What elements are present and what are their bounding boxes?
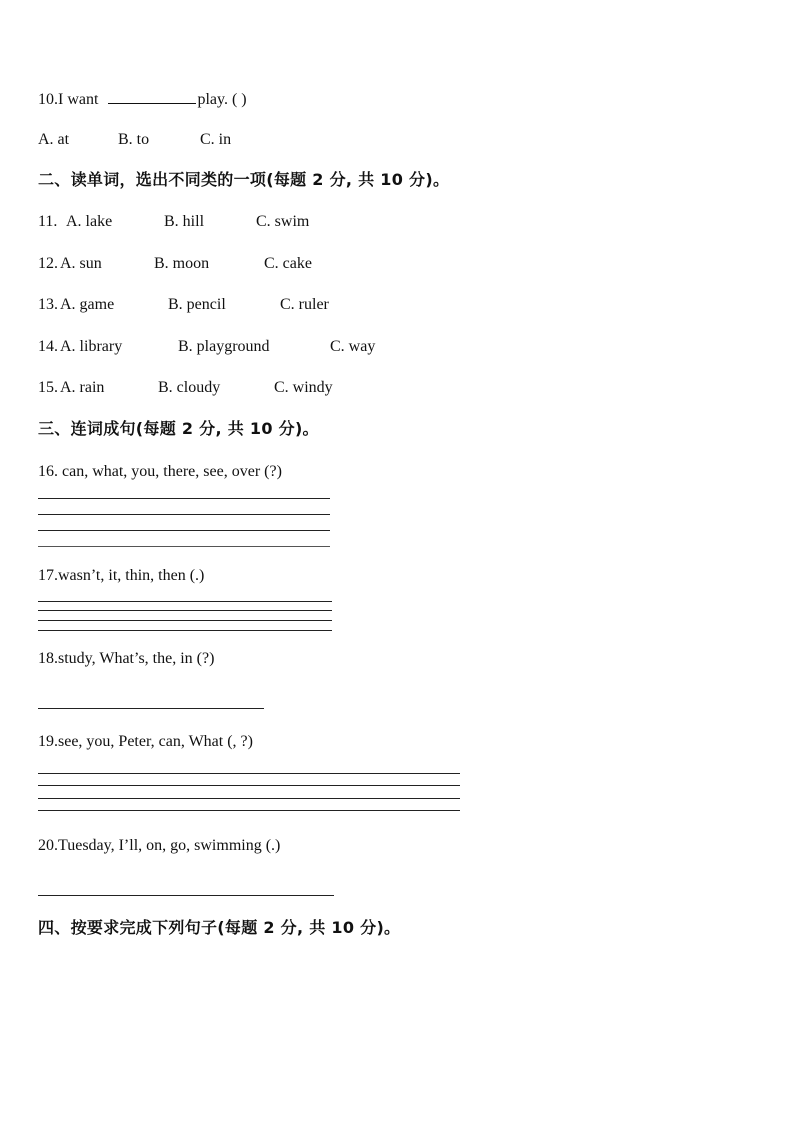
option-c[interactable]: C. way xyxy=(330,338,376,355)
question-number: 17. xyxy=(38,567,58,584)
answer-line[interactable] xyxy=(38,530,330,531)
question-number: 20. xyxy=(38,837,58,854)
answer-blank[interactable] xyxy=(108,88,196,104)
answer-line[interactable] xyxy=(38,895,334,896)
option-a[interactable]: A. lake xyxy=(66,213,113,230)
question-number: 13. xyxy=(38,296,58,313)
option-a[interactable]: A. library xyxy=(60,338,123,355)
option-b[interactable]: B. to xyxy=(118,131,150,148)
question-text: can, what, you, there, see, over (?) xyxy=(58,463,282,480)
section-2-heading: 二、读单词，选出不同类的一项(每题 2 分, 共 10 分)。 xyxy=(38,170,450,189)
option-b[interactable]: B. moon xyxy=(154,255,210,272)
question-10 xyxy=(38,88,247,108)
option-c[interactable]: C. windy xyxy=(274,379,333,396)
option-c[interactable]: C. swim xyxy=(256,213,310,230)
question-text: see, you, Peter, can, What (, ?) xyxy=(58,733,253,750)
question-number: 18. xyxy=(38,650,58,667)
section-3-heading: 三、连词成句(每题 2 分, 共 10 分)。 xyxy=(38,419,319,438)
answer-line[interactable] xyxy=(38,620,332,621)
question-text: wasn’t, it, thin, then (.) xyxy=(58,567,205,584)
question-number: 11. xyxy=(38,213,58,230)
question-number: 19. xyxy=(38,733,58,750)
option-b[interactable]: B. playground xyxy=(178,338,270,355)
question-20 xyxy=(38,836,280,856)
question-17 xyxy=(38,566,204,586)
answer-line[interactable] xyxy=(38,785,460,786)
option-b[interactable]: B. hill xyxy=(164,213,205,230)
question-10-options xyxy=(38,130,438,150)
option-a[interactable]: A. at xyxy=(38,131,70,148)
answer-line[interactable] xyxy=(38,708,264,709)
answer-line[interactable] xyxy=(38,546,330,547)
answer-line[interactable] xyxy=(38,610,332,611)
question-16 xyxy=(38,462,282,482)
question-text: Tuesday, I’ll, on, go, swimming (.) xyxy=(58,837,281,854)
answer-line[interactable] xyxy=(38,810,460,811)
question-11 xyxy=(38,212,438,232)
section-4-heading: 四、按要求完成下列句子(每题 2 分, 共 10 分)。 xyxy=(38,918,401,937)
answer-line[interactable] xyxy=(38,630,332,631)
option-c[interactable]: C. in xyxy=(200,131,232,148)
question-15 xyxy=(38,378,458,398)
question-number: 10. xyxy=(38,91,58,108)
question-14 xyxy=(38,337,458,357)
question-text-after: play. ( ) xyxy=(197,91,247,108)
answer-line[interactable] xyxy=(38,498,330,499)
question-12 xyxy=(38,254,438,274)
option-a[interactable]: A. game xyxy=(60,296,115,313)
question-13 xyxy=(38,295,438,315)
answer-line[interactable] xyxy=(38,773,460,774)
question-number: 15. xyxy=(38,379,58,396)
option-b[interactable]: B. cloudy xyxy=(158,379,221,396)
question-text: I want xyxy=(58,91,103,108)
option-a[interactable]: A. sun xyxy=(60,255,102,272)
question-number: 12. xyxy=(38,255,58,272)
option-b[interactable]: B. pencil xyxy=(168,296,226,313)
option-c[interactable]: C. ruler xyxy=(280,296,329,313)
question-number: 16. xyxy=(38,463,58,480)
option-c[interactable]: C. cake xyxy=(264,255,312,272)
question-text: study, What’s, the, in (?) xyxy=(58,650,215,667)
question-19 xyxy=(38,732,253,752)
answer-line[interactable] xyxy=(38,601,332,602)
option-a[interactable]: A. rain xyxy=(60,379,105,396)
answer-line[interactable] xyxy=(38,798,460,799)
question-number: 14. xyxy=(38,338,58,355)
answer-line[interactable] xyxy=(38,514,330,515)
question-18 xyxy=(38,649,214,669)
